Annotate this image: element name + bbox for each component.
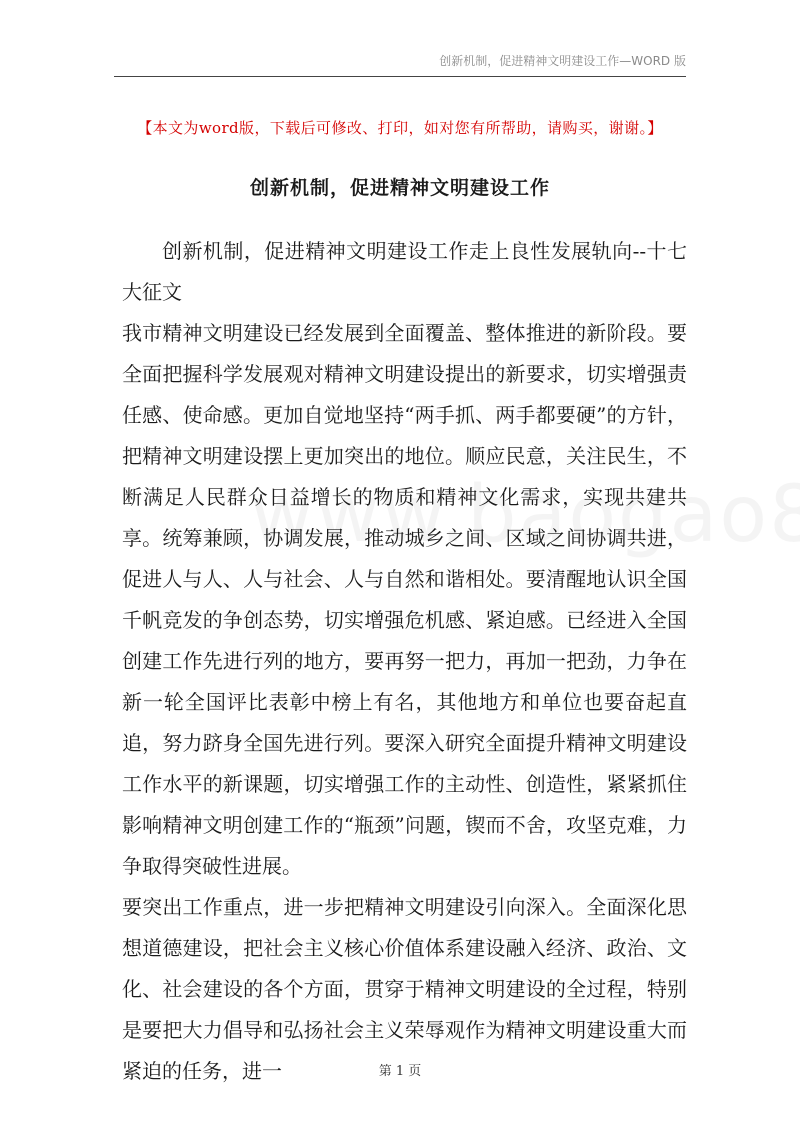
running-header: 创新机制，促进精神文明建设工作—WORD 版 <box>439 54 686 68</box>
document-title: 创新机制，促进精神文明建设工作 <box>249 177 550 199</box>
purchase-notice: 【本文为word版，下载后可修改、打印，如对您有所帮助，请购买，谢谢。】 <box>137 119 663 137</box>
page-number: 第 1 页 <box>378 1064 422 1079</box>
paragraph: 要突出工作重点，进一步把精神文明建设引向深入。全面深化思想道德建设，把社会主义核心价值体系建设融入经济、政治、文化、社会建设的各个方面，贯穿于精神文明建设的全过程，特别是要把大力倡导和弘扬社会主义荣辱观作为精神文明建设重大而紧迫的任务，进一 <box>122 895 687 1083</box>
paragraph: 我市精神文明建设已经发展到全面覆盖、整体推进的新阶段。要全面把握科学发展观对精神文明建设提出的新要求，切实增强责任感、使命感。更加自觉地坚持“两手抓、两手都要硬”的方针，把精神文明建设摆上更加突出的地位。顺应民意，关注民生，不断满足人民群众日益增长的物质和精神文化需求，实现共建共享。统筹兼顾，协调发展，推动城乡之间、区域之间协调共进，促进人与人、人与社会、人与自然和谐相处。要清醒地认识全国千帆竞发的争创态势，切实增强危机感、紧迫感。已经进入全国创建工作先进行列的地方，要再努一把力，再加一把劲，力争在新一轮全国评比表彰中榜上有名，其他地方和单位也要奋起直追，努力跻身全国先进行列。要深入研究全面提升精神文明建设工作水平的新课题，切实增强工作的主动性、创造性，紧紧抓住影响精神文明创建工作的“瓶颈”问题，锲而不舍，攻坚克难，力争取得突破性进展。 <box>122 321 687 878</box>
paragraph-subtitle: 创新机制，促进精神文明建设工作走上良性发展轨向--十七大征文 <box>122 239 687 304</box>
header-divider <box>114 76 686 77</box>
document-body <box>122 231 687 1092</box>
